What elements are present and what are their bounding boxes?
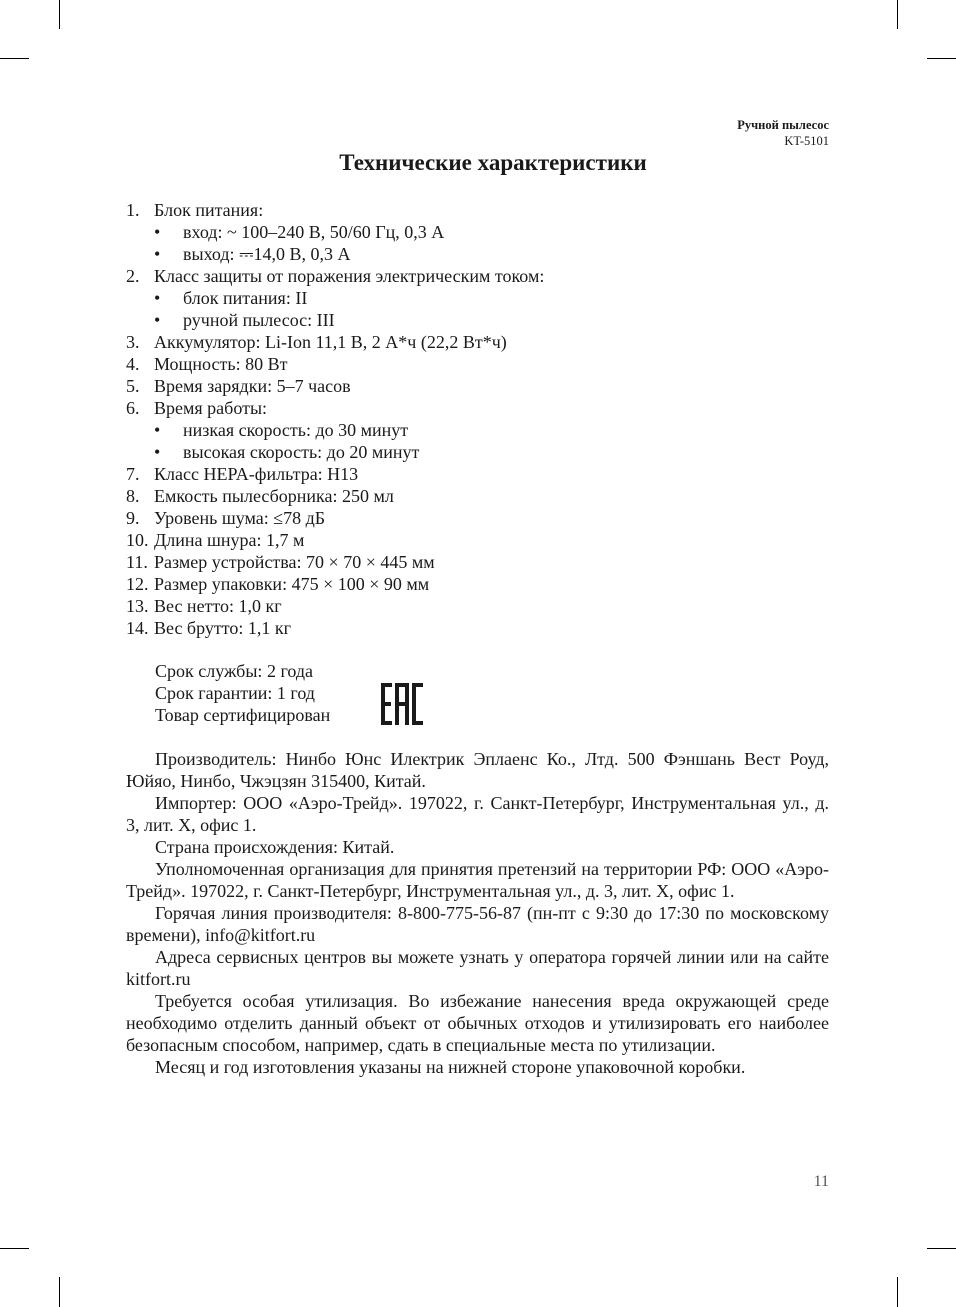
- spec-number: 10.: [126, 530, 149, 550]
- spec-subtext: высокая скорость: до 20 минут: [183, 442, 420, 462]
- crop-mark: [927, 58, 956, 59]
- spec-text: Класс HEPA-фильтра: H13: [154, 464, 359, 484]
- spec-number: 7.: [126, 464, 140, 484]
- production-date-paragraph: Месяц и год изготовления указаны на нижней стороне упаковочной коробки.: [155, 1057, 746, 1077]
- service-info: [155, 660, 330, 726]
- crop-mark: [897, 1277, 898, 1307]
- spec-item: [126, 507, 846, 529]
- spec-text: Вес нетто: 1,0 кг: [154, 596, 282, 616]
- header-model: KT-5101: [784, 134, 829, 148]
- origin-paragraph: Страна происхождения: Китай.: [155, 837, 395, 857]
- spec-subitem: [126, 243, 846, 265]
- output-value: 14,0 В, 0,3 А: [253, 244, 351, 264]
- bullet: •: [154, 288, 161, 308]
- spec-subtext: низкая скорость: до 30 минут: [183, 420, 409, 440]
- certification-note: Товар сертифицирован: [155, 705, 331, 725]
- spec-text: Размер упаковки: 475 × 100 × 90 мм: [154, 574, 430, 594]
- spec-subitem: [126, 309, 846, 331]
- bullet: •: [154, 442, 161, 462]
- spec-item: [126, 463, 846, 485]
- spec-text: Уровень шума: ≤78 дБ: [154, 508, 326, 528]
- warranty-period: Срок гарантии: 1 год: [155, 683, 315, 703]
- spec-text: Размер устройства: 70 × 70 × 445 мм: [154, 552, 435, 572]
- hotline-paragraph: Горячая линия производителя: 8-800-775-56-87 (пн-пт с 9:30 до 17:30 по московскому времени), info@kitfort.ru: [126, 903, 829, 945]
- spec-number: 14.: [126, 618, 149, 638]
- spec-item: [126, 265, 846, 287]
- spec-subtext: ручной пылесос: III: [183, 310, 335, 330]
- spec-text: Класс защиты от поражения электрическим током:: [154, 266, 545, 286]
- output-label: выход:: [183, 244, 240, 264]
- spec-subtext: [183, 243, 350, 265]
- manufacturer-paragraph: Производитель: Нинбо Юнс Илектрик Эплаенс Ко., Лтд. 500 Фэншань Вест Роуд, Юйяо, Нинбо, Чжэцзян 315400, Китай.: [126, 749, 829, 791]
- header-product: Ручной пылесос: [737, 118, 829, 132]
- crop-mark: [927, 1248, 956, 1249]
- spec-item: [126, 485, 846, 507]
- spec-subitem: [126, 287, 846, 309]
- crop-mark: [0, 58, 29, 59]
- crop-mark: [897, 0, 898, 29]
- spec-text: Емкость пылесборника: 250 мл: [154, 486, 394, 506]
- spec-number: 2.: [126, 266, 140, 286]
- spec-number: 4.: [126, 354, 140, 374]
- spec-item: [126, 331, 846, 353]
- spec-text: Вес брутто: 1,1 кг: [154, 618, 291, 638]
- spec-number: 3.: [126, 332, 140, 352]
- spec-item: [126, 199, 846, 221]
- bullet: •: [154, 310, 161, 330]
- spec-list: [126, 199, 846, 639]
- spec-subtext: вход: ~ 100–240 В, 50/60 Гц, 0,3 А: [183, 222, 445, 242]
- spec-item: [126, 595, 846, 617]
- spec-number: 8.: [126, 486, 140, 506]
- bullet: •: [154, 244, 161, 264]
- spec-subitem: [126, 221, 846, 243]
- spec-item: [126, 529, 846, 551]
- spec-text: Время работы:: [154, 398, 268, 418]
- spec-number: 13.: [126, 596, 149, 616]
- spec-subtext: блок питания: II: [183, 288, 308, 308]
- page-number: 11: [813, 1173, 829, 1190]
- spec-item: [126, 551, 846, 573]
- spec-text: Блок питания:: [154, 200, 264, 220]
- disposal-paragraph: Требуется особая утилизация. Во избежание нанесения вреда окружающей среде необходимо отделить данный объект от обычных отходов и утилизировать его наиболее безопасным способом, например, сдать в специальные места по утилизации.: [126, 991, 829, 1055]
- spec-number: 5.: [126, 376, 140, 396]
- spec-item: [126, 375, 846, 397]
- spec-number: 1.: [126, 200, 140, 220]
- bullet: •: [154, 222, 161, 242]
- spec-subitem: [126, 441, 846, 463]
- spec-number: 9.: [126, 508, 140, 528]
- crop-mark: [59, 0, 60, 29]
- importer-paragraph: Импортер: ООО «Аэро-Трейд». 197022, г. Санкт-Петербург, Инструментальная ул., д. 3, лит. Х, офис 1.: [126, 793, 829, 835]
- legal-info: [126, 748, 829, 1078]
- spec-text: Мощность: 80 Вт: [154, 354, 288, 374]
- spec-item: [126, 617, 846, 639]
- spec-text: Длина шнура: 1,7 м: [154, 530, 305, 550]
- crop-mark: [0, 1248, 29, 1249]
- authorized-org-paragraph: Уполномоченная организация для принятия претензий на территории РФ: ООО «Аэро-Трейд». 197022, г. Санкт-Петербург, Инструментальная ул., д. 3, лит. Х, офис 1.: [126, 859, 829, 901]
- spec-subitem: [126, 419, 846, 441]
- spec-number: 6.: [126, 398, 140, 418]
- spec-text: Аккумулятор: Li-Ion 11,1 В, 2 А*ч (22,2 Вт*ч): [154, 332, 507, 352]
- eac-logo-icon: [380, 683, 424, 725]
- service-life: Срок службы: 2 года: [155, 661, 314, 681]
- spec-item: [126, 397, 846, 419]
- spec-text: Время зарядки: 5–7 часов: [154, 376, 351, 396]
- service-centers-paragraph: Адреса сервисных центров вы можете узнать у оператора горячей линии или на сайте kitfort.ru: [126, 947, 829, 989]
- spec-number: 11.: [126, 552, 148, 572]
- running-header: [737, 117, 829, 149]
- spec-item: [126, 353, 846, 375]
- bullet: •: [154, 420, 161, 440]
- spec-item: [126, 573, 846, 595]
- spec-number: 12.: [126, 574, 149, 594]
- page-title: Технические характеристики: [339, 150, 647, 175]
- crop-mark: [59, 1277, 60, 1307]
- dc-symbol-icon: ⎓: [239, 244, 254, 264]
